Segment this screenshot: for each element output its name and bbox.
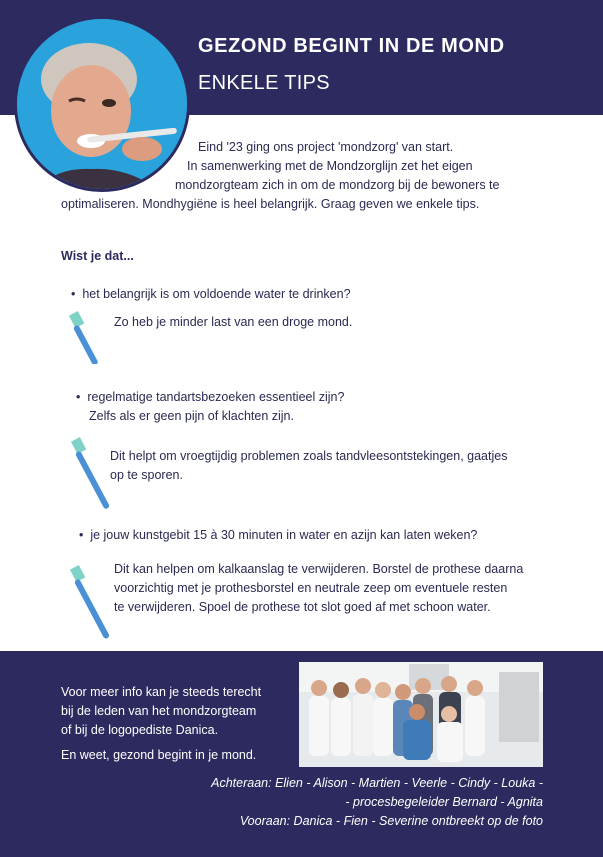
tip-answer-3-line-2: voorzichtig met je prothesborstel en neutrale zeep om eventuele resten [114, 581, 508, 595]
toothbrush-icon [68, 434, 114, 512]
team-photo [299, 662, 543, 767]
tip-answer-2-line-2: op te sporen. [110, 468, 183, 482]
footer-info-line-3: of bij de logopediste Danica. [61, 723, 219, 737]
tip-answer-3-line-1: Dit kan helpen om kalkaanslag te verwijderen. Borstel de prothese daarna [114, 562, 524, 576]
tip-question-2: • regelmatige tandartsbezoeken essentieel zijn? [76, 390, 345, 404]
intro-line-3: mondzorgteam zich in om de mondzorg bij de bewoners te [175, 178, 500, 192]
tip-answer-2-line-1: Dit helpt om vroegtijdig problemen zoals tandvleesontstekingen, gaatjes [110, 449, 508, 463]
intro-line-2: In samenwerking met de Mondzorglijn zet het eigen [187, 159, 473, 173]
toothbrush-icon [67, 562, 113, 642]
photo-caption-line-3: Vooraan: Danica - Fien - Severine ontbreekt op de foto [239, 814, 543, 828]
footer-info-line-1: Voor meer info kan je steeds terecht [61, 685, 262, 699]
intro-line-4: optimaliseren. Mondhygiëne is heel belangrijk. Graag geven we enkele tips. [61, 197, 480, 211]
toothbrush-icon [66, 308, 112, 364]
tip-answer-1: Zo heb je minder last van een droge mond. [114, 315, 353, 329]
tip-question-2-line-2: Zelfs als er geen pijn of klachten zijn. [89, 409, 294, 423]
section-heading: Wist je dat... [61, 249, 134, 263]
tip-question-3: • je jouw kunstgebit 15 à 30 minuten in water en azijn kan laten weken? [79, 528, 478, 542]
footer-info-line-2: bij de leden van het mondzorgteam [61, 704, 257, 718]
footer-closing: En weet, gezond begint in je mond. [61, 748, 257, 762]
page-title: GEZOND BEGINT IN DE MOND [198, 35, 505, 57]
photo-caption-line-1: Achteraan: Elien - Alison - Martien - Veerle - Cindy - Louka - [211, 776, 543, 790]
page-subtitle: ENKELE TIPS [198, 72, 330, 94]
portrait-photo [14, 16, 190, 192]
tip-question-1: • het belangrijk is om voldoende water te drinken? [71, 287, 351, 301]
intro-line-1: Eind '23 ging ons project 'mondzorg' van start. [198, 140, 454, 154]
tip-answer-3-line-3: te verwijderen. Spoel de prothese tot slot goed af met schoon water. [114, 600, 491, 614]
photo-caption-line-2: - procesbegeleider Bernard - Agnita [345, 795, 543, 809]
